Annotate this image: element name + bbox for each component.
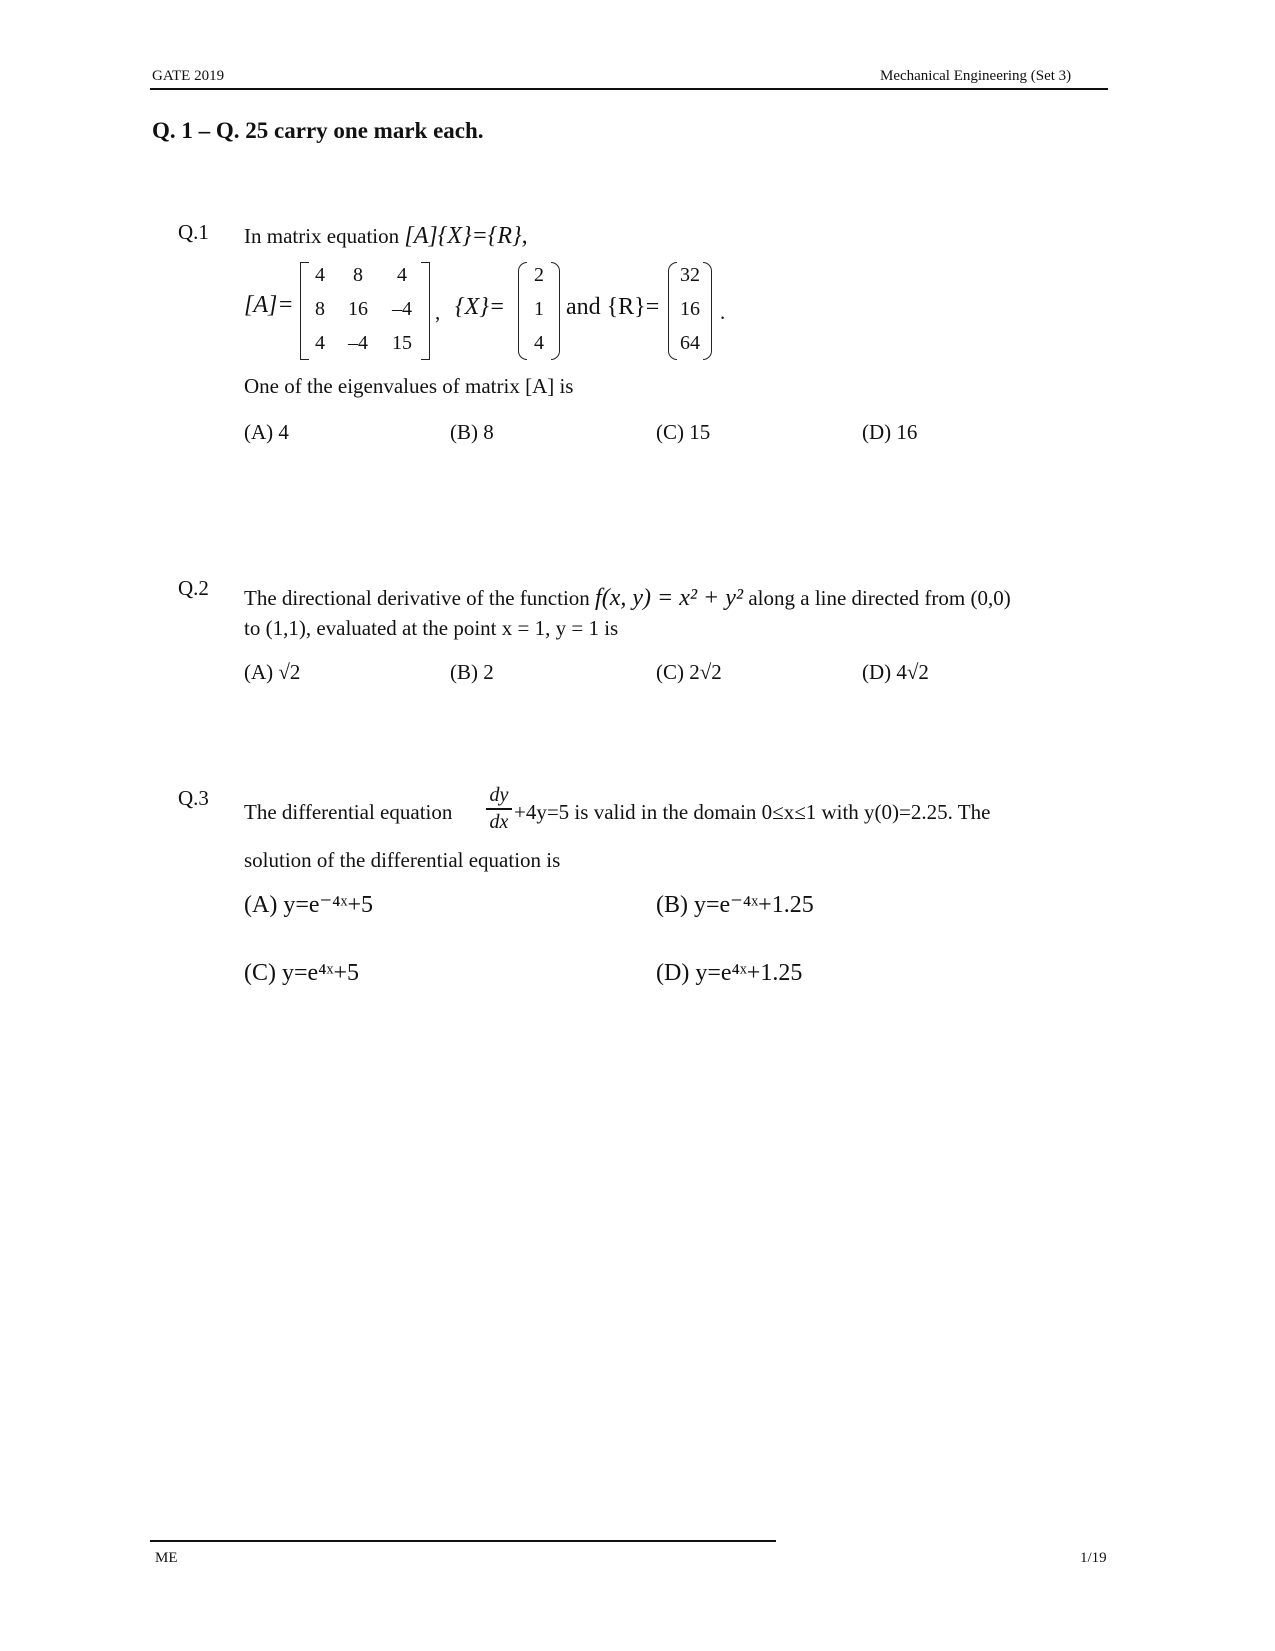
q3-option-b[interactable]: (B) y=e⁻⁴ˣ+1.25	[656, 892, 814, 918]
matrix-A-cell: 8	[353, 264, 363, 286]
footer-left: ME	[155, 1550, 178, 1566]
q3-fraction	[486, 784, 512, 834]
matrix-A-cell: 4	[315, 264, 325, 286]
q1-and-R: and {R}=	[566, 294, 660, 320]
q2-option-d[interactable]: (D) 4√2	[862, 660, 929, 684]
q2-number: Q.2	[178, 576, 209, 600]
q1-period: .	[720, 300, 726, 324]
q1-label-X: {X}=	[455, 294, 506, 320]
q3-line2: solution of the differential equation is	[244, 848, 561, 872]
footer-page-number: 1/19	[1080, 1550, 1107, 1566]
matrix-A-right-bracket	[421, 262, 430, 360]
matrix-A-cell: –4	[392, 298, 412, 320]
q1-option-a[interactable]: (A) 4	[244, 420, 289, 444]
vector-X-cell: 4	[534, 332, 544, 354]
matrix-A-cell: 4	[397, 264, 407, 286]
q3-frac-num: dy	[489, 784, 509, 806]
q2-option-b[interactable]: (B) 2	[450, 660, 494, 684]
matrix-A	[300, 262, 430, 358]
q1-stem-eq: [A]{X}={R},	[404, 223, 528, 249]
vector-X-cell: 1	[534, 298, 544, 320]
q1-comma: ,	[435, 300, 441, 324]
section-title: Q. 1 – Q. 25 carry one mark each.	[152, 118, 484, 143]
matrix-A-cell: –4	[348, 332, 368, 354]
vector-X	[518, 262, 560, 358]
q2-line1-a: The directional derivative of the function	[244, 586, 590, 610]
q2-line1-eq: f(x, y) = x² + y²	[595, 585, 744, 611]
q1-stem-prefix: In matrix equation	[244, 224, 400, 248]
header-left: GATE 2019	[152, 68, 225, 84]
vector-R-cell: 32	[680, 264, 700, 286]
vector-R-cell: 64	[680, 332, 700, 354]
vector-X-cell: 2	[534, 264, 544, 286]
q2-line2: to (1,1), evaluated at the point x = 1, y = 1 is	[244, 616, 619, 640]
q1-stem	[244, 220, 528, 252]
q3-option-a[interactable]: (A) y=e⁻⁴ˣ+5	[244, 892, 374, 918]
q3-line1-b: +4y=5 is valid in the domain 0≤x≤1 with y(0)=2.25. The	[514, 800, 991, 824]
q1-option-c[interactable]: (C) 15	[656, 420, 711, 444]
q3-option-c[interactable]: (C) y=e⁴ˣ+5	[244, 960, 360, 986]
vector-R	[668, 262, 712, 358]
q1-label-A: [A]=	[244, 292, 294, 318]
q2-line1	[244, 582, 1011, 614]
q2-option-c[interactable]: (C) 2√2	[656, 660, 722, 684]
q1-question: One of the eigenvalues of matrix [A] is	[244, 374, 574, 398]
header-rule	[150, 88, 1108, 90]
footer-rule	[150, 1540, 776, 1542]
matrix-A-cell: 8	[315, 298, 325, 320]
header-right: Mechanical Engineering (Set 3)	[880, 68, 1072, 84]
q2-option-a[interactable]: (A) √2	[244, 660, 301, 684]
matrix-A-cell: 16	[348, 298, 368, 320]
q3-frac-den: dx	[489, 810, 509, 833]
q2-line1-b: along a line directed from (0,0)	[748, 586, 1011, 610]
matrix-A-cell: 15	[392, 332, 412, 354]
q3-option-d[interactable]: (D) y=e⁴ˣ+1.25	[656, 960, 803, 986]
vector-R-cell: 16	[680, 298, 700, 320]
q3-number: Q.3	[178, 786, 209, 810]
matrix-A-cell: 4	[315, 332, 325, 354]
q3-frac-bar	[486, 808, 512, 810]
q3-line1-a: The differential equation	[244, 800, 453, 824]
q1-number: Q.1	[178, 220, 209, 244]
q1-option-d[interactable]: (D) 16	[862, 420, 918, 444]
q1-option-b[interactable]: (B) 8	[450, 420, 494, 444]
